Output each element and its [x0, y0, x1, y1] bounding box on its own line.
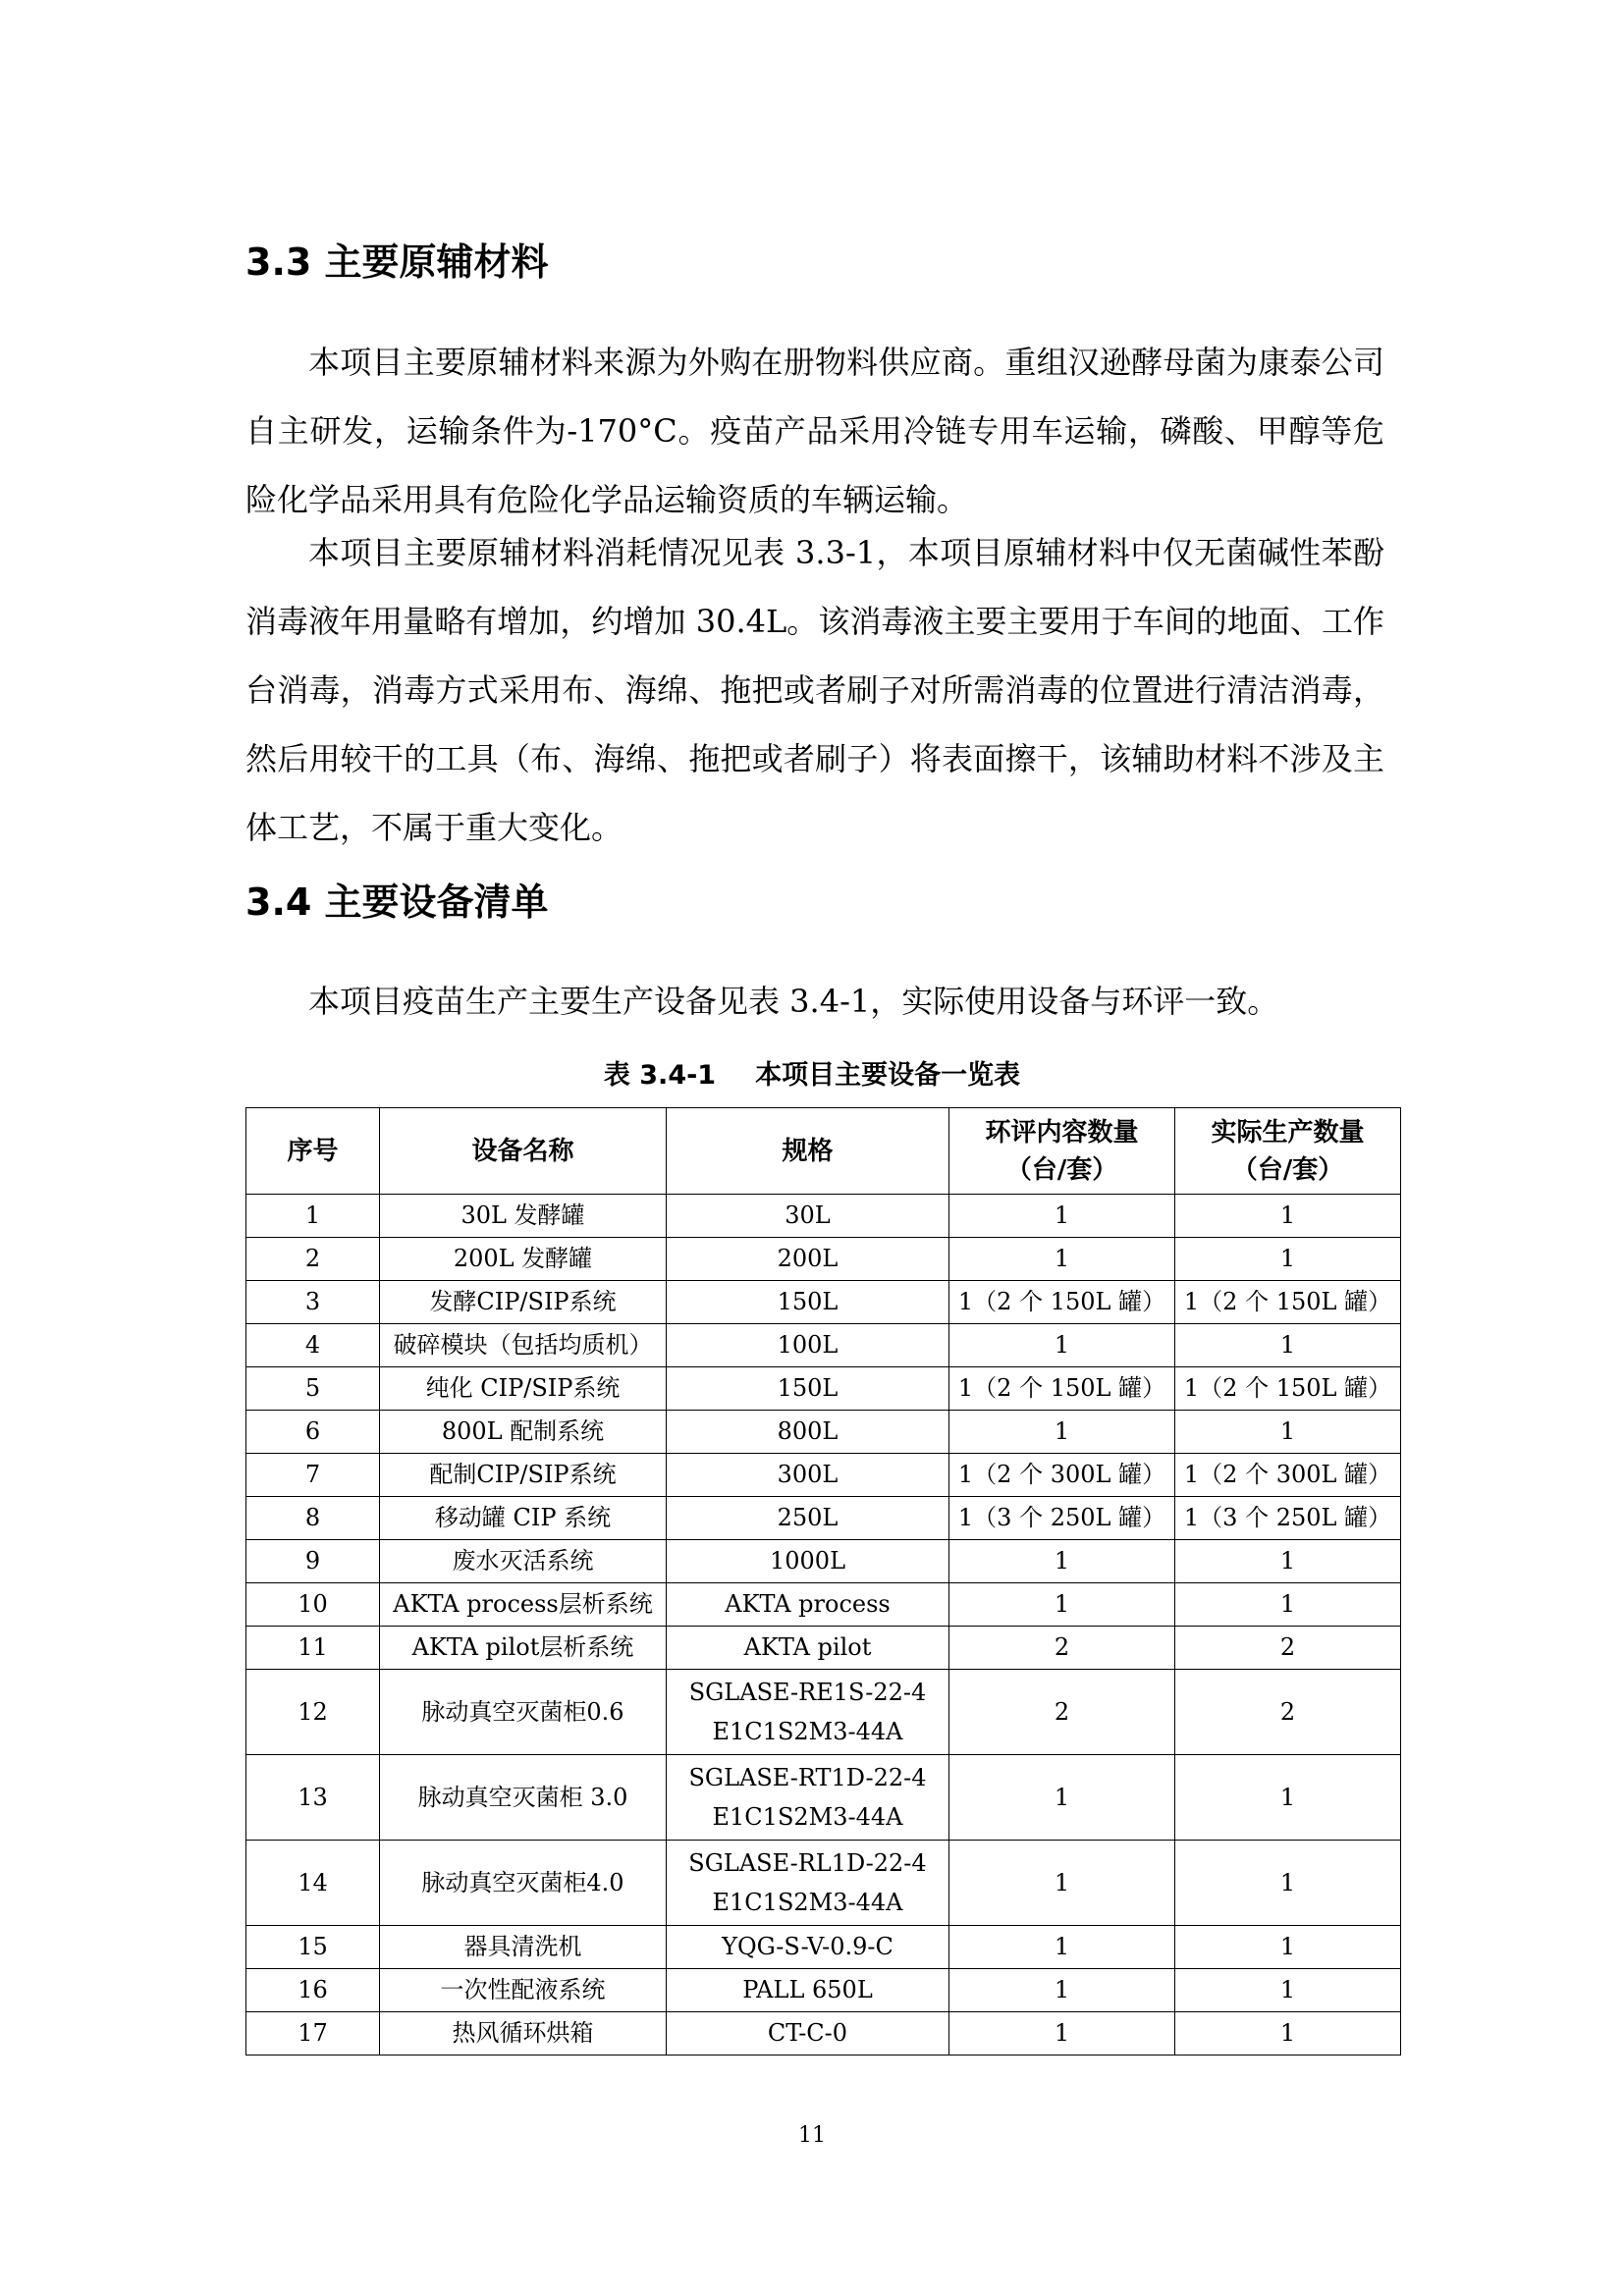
cell-name: 脉动真空灭菌柜0.6 — [380, 1670, 667, 1755]
cell-name: 30L 发酵罐 — [380, 1195, 667, 1238]
header-name: 设备名称 — [380, 1108, 667, 1195]
cell-spec-line1: SGLASE-RL1D-22-4 — [688, 1849, 927, 1877]
cell-name: 一次性配液系统 — [380, 1969, 667, 2012]
paragraph-text: 本项目主要原辅材料消耗情况见表 3.3-1，本项目原辅材料中仅无菌碱性苯酚消毒液年用量略有增加，约增加 30.4L。该消毒液主要主要用于车间的地面、工作台消毒，消毒方式采用布、海绵、拖把或者刷子对所需消毒的位置进行清洁消毒，然后用较干的工具（布、海绵、拖把或者刷子）将表面擦干，该辅助材料不涉及主体工艺，不属于重大变化。 — [245, 534, 1384, 846]
cell-name: 移动罐 CIP 系统 — [380, 1497, 667, 1540]
header-eia-quantity — [949, 1108, 1175, 1195]
header-spec: 规格 — [667, 1108, 949, 1195]
cell-no: 7 — [246, 1454, 380, 1497]
cell-spec-line2: E1C1S2M3-44A — [712, 1803, 903, 1831]
section-heading-3-4: 3.4 主要设备清单 — [245, 881, 549, 924]
table-row — [246, 1367, 1401, 1411]
header-eia-line2: （台/套） — [1005, 1154, 1118, 1185]
cell-name: 脉动真空灭菌柜 3.0 — [380, 1755, 667, 1841]
cell-spec — [667, 1926, 949, 1969]
table-caption-title: 本项目主要设备一览表 — [755, 1060, 1021, 1091]
page-number: 11 — [798, 2123, 826, 2148]
paragraph-raw-materials-source — [245, 328, 1384, 534]
cell-eia-quantity: 1 — [949, 1926, 1175, 1969]
section-heading-3-3: 3.3 主要原辅材料 — [245, 240, 549, 284]
cell-no: 14 — [246, 1841, 380, 1926]
cell-spec-line1: SGLASE-RT1D-22-4 — [688, 1764, 927, 1791]
table-row — [246, 1454, 1401, 1497]
table-row — [246, 1841, 1401, 1926]
table-row — [246, 1324, 1401, 1367]
cell-spec — [667, 2012, 949, 2056]
table-caption-number: 表 3.4-1 — [603, 1060, 717, 1091]
cell-actual-quantity: 1 — [1175, 1324, 1401, 1367]
table-caption — [0, 1053, 1624, 1092]
cell-name: 破碎模块（包括均质机） — [380, 1324, 667, 1367]
cell-eia-quantity: 1 — [949, 1841, 1175, 1926]
cell-spec-line1: 1000L — [769, 1547, 845, 1575]
cell-spec — [667, 1238, 949, 1281]
cell-spec-line1: YQG-S-V-0.9-C — [722, 1933, 893, 1960]
cell-name: 热风循环烘箱 — [380, 2012, 667, 2056]
cell-name: 纯化 CIP/SIP系统 — [380, 1367, 667, 1411]
cell-actual-quantity: 2 — [1175, 1670, 1401, 1755]
cell-name: AKTA process层析系统 — [380, 1583, 667, 1627]
cell-spec-line1: 100L — [777, 1331, 839, 1359]
cell-eia-quantity: 1 — [949, 1969, 1175, 2012]
cell-actual-quantity: 1 — [1175, 1755, 1401, 1841]
cell-spec-line1: PALL 650L — [742, 1976, 873, 2003]
equipment-table — [245, 1107, 1401, 2056]
cell-no: 10 — [246, 1583, 380, 1627]
cell-spec-line1: 150L — [777, 1374, 839, 1402]
cell-no: 6 — [246, 1411, 380, 1454]
cell-eia-quantity: 1 — [949, 1238, 1175, 1281]
cell-no: 13 — [246, 1755, 380, 1841]
cell-actual-quantity: 1 — [1175, 1969, 1401, 2012]
cell-spec — [667, 1755, 949, 1841]
cell-spec — [667, 1583, 949, 1627]
table-row — [246, 1926, 1401, 1969]
table-row — [246, 2012, 1401, 2056]
cell-name: AKTA pilot层析系统 — [380, 1627, 667, 1670]
cell-no: 17 — [246, 2012, 380, 2056]
cell-no: 3 — [246, 1281, 380, 1324]
cell-eia-quantity: 1 — [949, 1324, 1175, 1367]
header-actual-line1: 实际生产数量 — [1211, 1117, 1365, 1148]
cell-actual-quantity: 1 — [1175, 1411, 1401, 1454]
cell-spec — [667, 1281, 949, 1324]
cell-eia-quantity: 1 — [949, 1195, 1175, 1238]
table-row — [246, 1281, 1401, 1324]
cell-spec-line2: E1C1S2M3-44A — [712, 1718, 903, 1745]
cell-spec — [667, 1324, 949, 1367]
cell-eia-quantity: 1 — [949, 1540, 1175, 1583]
cell-eia-quantity: 1（2 个 150L 罐） — [949, 1281, 1175, 1324]
table-row — [246, 1497, 1401, 1540]
cell-spec — [667, 1540, 949, 1583]
table-row — [246, 1755, 1401, 1841]
cell-name: 器具清洗机 — [380, 1926, 667, 1969]
cell-name: 发酵CIP/SIP系统 — [380, 1281, 667, 1324]
cell-no: 2 — [246, 1238, 380, 1281]
cell-no: 8 — [246, 1497, 380, 1540]
paragraph-equipment-intro — [245, 967, 1384, 1036]
table-row — [246, 1627, 1401, 1670]
cell-spec — [667, 1497, 949, 1540]
cell-spec-line1: AKTA process — [725, 1590, 891, 1618]
header-actual-line2: （台/套） — [1231, 1154, 1344, 1185]
table-row — [246, 1670, 1401, 1755]
paragraph-text: 本项目疫苗生产主要生产设备见表 3.4-1，实际使用设备与环评一致。 — [308, 983, 1279, 1020]
cell-no: 9 — [246, 1540, 380, 1583]
cell-spec-line1: AKTA pilot — [743, 1633, 872, 1661]
cell-spec-line1: 300L — [777, 1461, 839, 1488]
cell-no: 5 — [246, 1367, 380, 1411]
cell-no: 12 — [246, 1670, 380, 1755]
cell-actual-quantity: 2 — [1175, 1627, 1401, 1670]
cell-actual-quantity: 1 — [1175, 2012, 1401, 2056]
cell-name: 800L 配制系统 — [380, 1411, 667, 1454]
cell-no: 1 — [246, 1195, 380, 1238]
cell-actual-quantity: 1（3 个 250L 罐） — [1175, 1497, 1401, 1540]
cell-eia-quantity: 1 — [949, 2012, 1175, 2056]
cell-no: 11 — [246, 1627, 380, 1670]
paragraph-raw-materials-consumption — [245, 518, 1384, 862]
table-row — [246, 1411, 1401, 1454]
cell-spec — [667, 1195, 949, 1238]
cell-spec-line1: 150L — [777, 1288, 839, 1315]
cell-actual-quantity: 1（2 个 150L 罐） — [1175, 1367, 1401, 1411]
cell-actual-quantity: 1 — [1175, 1195, 1401, 1238]
cell-eia-quantity: 1 — [949, 1411, 1175, 1454]
table-row — [246, 1238, 1401, 1281]
cell-eia-quantity: 1（3 个 250L 罐） — [949, 1497, 1175, 1540]
cell-name: 脉动真空灭菌柜4.0 — [380, 1841, 667, 1926]
cell-eia-quantity: 2 — [949, 1627, 1175, 1670]
cell-spec — [667, 1670, 949, 1755]
header-eia-line1: 环评内容数量 — [985, 1117, 1139, 1148]
cell-spec-line2: E1C1S2M3-44A — [712, 1889, 903, 1916]
cell-spec — [667, 1411, 949, 1454]
cell-actual-quantity: 1（2 个 150L 罐） — [1175, 1281, 1401, 1324]
cell-eia-quantity: 1（2 个 150L 罐） — [949, 1367, 1175, 1411]
cell-actual-quantity: 1 — [1175, 1583, 1401, 1627]
table-row — [246, 1540, 1401, 1583]
cell-actual-quantity: 1 — [1175, 1926, 1401, 1969]
cell-actual-quantity: 1 — [1175, 1238, 1401, 1281]
table-body — [246, 1195, 1401, 2056]
cell-eia-quantity: 1（2 个 300L 罐） — [949, 1454, 1175, 1497]
table-header-row — [246, 1108, 1401, 1195]
cell-spec — [667, 1367, 949, 1411]
cell-name: 废水灭活系统 — [380, 1540, 667, 1583]
cell-spec — [667, 1841, 949, 1926]
cell-spec-line1: 800L — [777, 1417, 839, 1445]
cell-spec-line1: 200L — [777, 1245, 839, 1272]
cell-actual-quantity: 1（2 个 300L 罐） — [1175, 1454, 1401, 1497]
paragraph-text: 本项目主要原辅材料来源为外购在册物料供应商。重组汉逊酵母菌为康泰公司自主研发，运输条件为-170°C。疫苗产品采用冷链专用车运输，磷酸、甲醇等危险化学品采用具有危险化学品运输资质的车辆运输。 — [245, 344, 1384, 518]
cell-eia-quantity: 2 — [949, 1670, 1175, 1755]
cell-no: 4 — [246, 1324, 380, 1367]
header-no: 序号 — [246, 1108, 380, 1195]
cell-eia-quantity: 1 — [949, 1583, 1175, 1627]
cell-spec — [667, 1627, 949, 1670]
cell-no: 15 — [246, 1926, 380, 1969]
table-row — [246, 1195, 1401, 1238]
cell-spec-line1: CT-C-0 — [767, 2019, 848, 2047]
cell-actual-quantity: 1 — [1175, 1540, 1401, 1583]
header-actual-quantity — [1175, 1108, 1401, 1195]
cell-no: 16 — [246, 1969, 380, 2012]
cell-name: 配制CIP/SIP系统 — [380, 1454, 667, 1497]
cell-spec-line1: 250L — [777, 1504, 839, 1531]
cell-spec-line1: 30L — [785, 1201, 831, 1229]
cell-actual-quantity: 1 — [1175, 1841, 1401, 1926]
cell-spec-line1: SGLASE-RE1S-22-4 — [688, 1679, 927, 1706]
cell-spec — [667, 1454, 949, 1497]
cell-name: 200L 发酵罐 — [380, 1238, 667, 1281]
cell-spec — [667, 1969, 949, 2012]
table-row — [246, 1969, 1401, 2012]
table-row — [246, 1583, 1401, 1627]
cell-eia-quantity: 1 — [949, 1755, 1175, 1841]
